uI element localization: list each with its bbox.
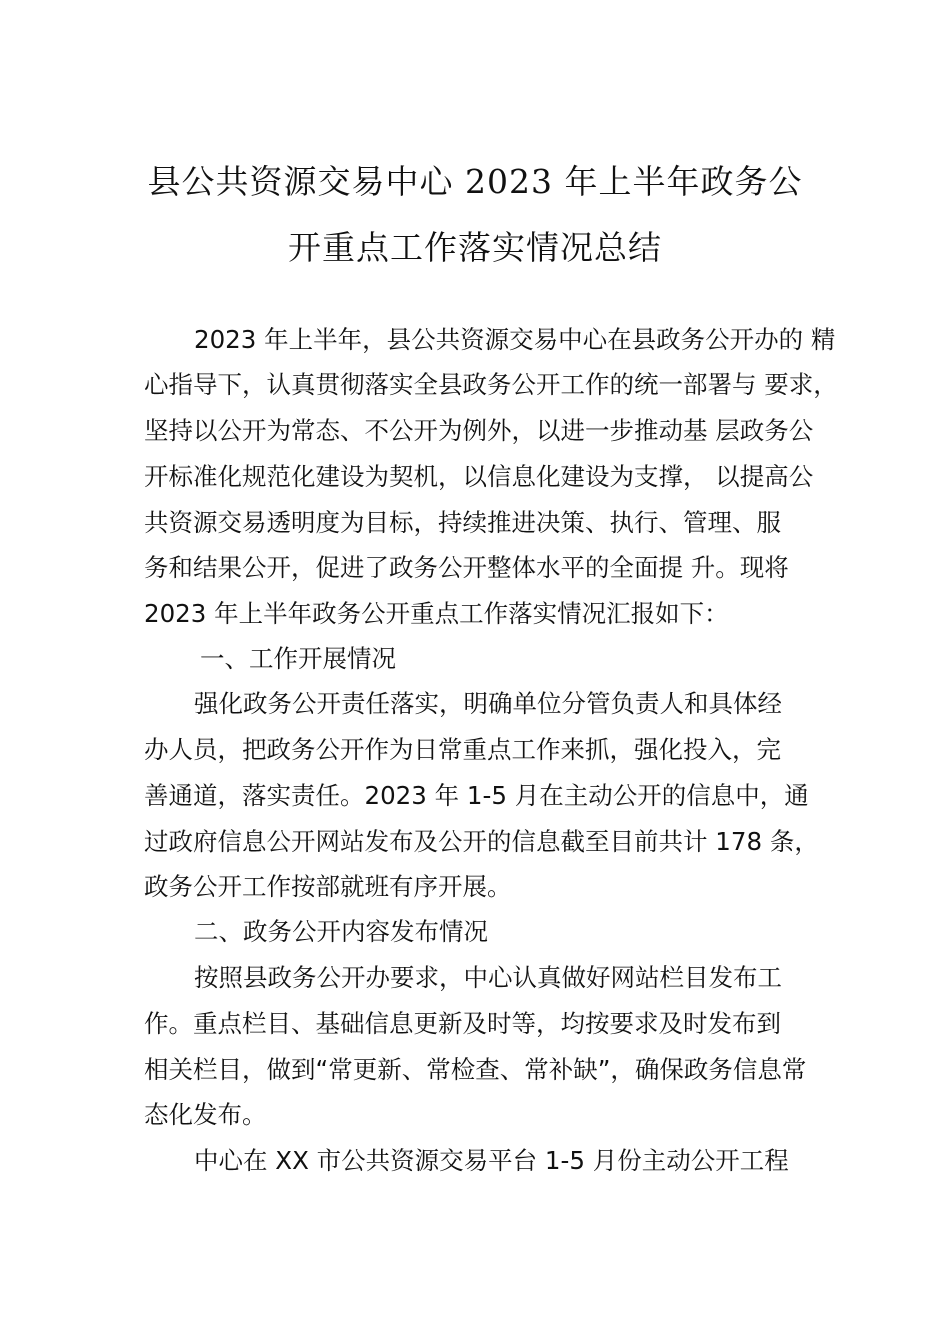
paragraph-1-line-6: 务和结果公开，促进了政务公开整体水平的全面提 升。现将: [144, 553, 789, 582]
section-heading-1: 一、工作开展情况: [200, 644, 396, 673]
document-title-line-2: 开重点工作落实情况总结: [288, 228, 662, 267]
paragraph-2-line-5: 政务公开工作按部就班有序开展。: [144, 872, 512, 901]
paragraph-2-line-1: 强化政务公开责任落实，明确单位分管负责人和具体经: [194, 689, 782, 718]
paragraph-1-line-2: 心指导下，认真贯彻落实全县政务公开工作的统一部署与 要求，: [144, 370, 838, 399]
document-title-line-1: 县公共资源交易中心 2023 年上半年政务公: [147, 162, 803, 201]
paragraph-1-line-5: 共资源交易透明度为目标，持续推进决策、执行、管理、服: [144, 508, 781, 537]
paragraph-3-line-1: 按照县政务公开办要求，中心认真做好网站栏目发布工: [194, 963, 782, 992]
paragraph-3-line-2: 作。重点栏目、基础信息更新及时等，均按要求及时发布到: [144, 1009, 781, 1038]
paragraph-1-line-4: 开标准化规范化建设为契机，以信息化建设为支撑， 以提高公: [144, 462, 814, 491]
paragraph-3-line-3: 相关栏目，做到“常更新、常检查、常补缺”，确保政务信息常: [144, 1055, 807, 1084]
paragraph-1-line-3: 坚持以公开为常态、不公开为例外，以进一步推动基 层政务公: [144, 416, 814, 445]
paragraph-1-line-1: 2023 年上半年，县公共资源交易中心在县政务公开办的 精: [194, 325, 836, 354]
paragraph-4-line-1: 中心在 XX 市公共资源交易平台 1-5 月份主动公开工程: [194, 1146, 789, 1175]
paragraph-2-line-3: 善通道，落实责任。2023 年 1-5 月在主动公开的信息中，通: [144, 781, 809, 810]
paragraph-3-line-4: 态化发布。: [144, 1100, 267, 1129]
section-heading-2: 二、政务公开内容发布情况: [194, 917, 488, 946]
paragraph-2-line-2: 办人员，把政务公开作为日常重点工作来抓，强化投入，完: [144, 735, 781, 764]
paragraph-1-line-7: 2023 年上半年政务公开重点工作落实情况汇报如下：: [144, 599, 729, 628]
paragraph-2-line-4: 过政府信息公开网站发布及公开的信息截至目前共计 178 条，: [144, 827, 819, 856]
